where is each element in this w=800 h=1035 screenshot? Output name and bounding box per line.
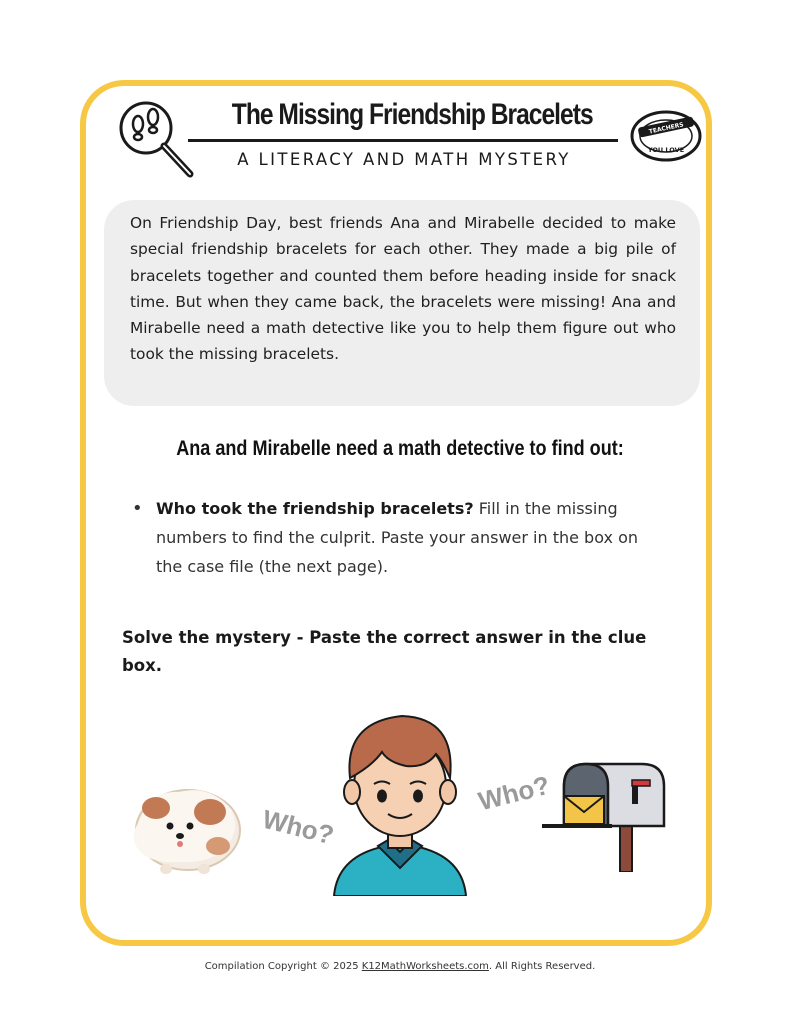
badge-line2: YOU LOVE: [647, 146, 685, 154]
badge-line1: TEACHERS: [648, 121, 685, 136]
footer-site-link[interactable]: K12MathWorksheets.com: [361, 961, 489, 972]
magnifier-footprints-icon: [116, 98, 196, 180]
task-question: Who took the friendship bracelets?: [156, 499, 474, 518]
title-divider: [188, 139, 618, 142]
footer-suffix: . All Rights Reserved.: [488, 961, 596, 972]
mission-heading: Ana and Mirabelle need a math detective to find out:: [176, 437, 624, 460]
story-text: On Friendship Day, best friends Ana and Mirabelle decided to make special friendship bracelets for each other. They made a big pile of bracelets together and counted them before heading inside for snack time. But when they came back, the bracelets were missing! Ana and Mirabelle need a math detective like you to help them figure out who took the missing bracelets.: [130, 214, 676, 364]
task-text: [156, 494, 666, 581]
header: [116, 96, 706, 186]
who-label-left: Who?: [259, 803, 337, 851]
who-label-right: Who?: [475, 769, 553, 817]
teachers-badge-logo: [628, 104, 704, 168]
story-box: [104, 200, 700, 406]
instruction-text: Solve the mystery - Paste the correct answer in the clue box.: [122, 628, 647, 675]
page-subtitle: A LITERACY AND MATH MYSTERY: [237, 150, 571, 169]
footer-prefix: Compilation Copyright © 2025: [204, 961, 362, 972]
bullet-icon: •: [132, 498, 143, 519]
copyright-footer: [0, 961, 800, 972]
mailbox-suspect-illustration: [542, 760, 670, 872]
page-title: The Missing Friendship Bracelets: [231, 98, 593, 131]
puppy-suspect-illustration: [126, 768, 246, 878]
task-description: Fill in the missing numbers to find the culprit. Paste your answer in the box on the case file (the next page).: [156, 499, 638, 576]
boy-suspect-illustration: [326, 700, 474, 896]
